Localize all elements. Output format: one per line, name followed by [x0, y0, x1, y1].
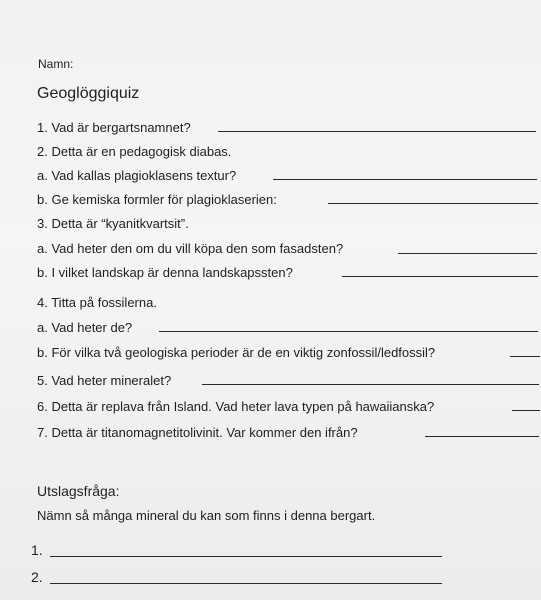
tiebreaker-item-1: 1.: [31, 542, 43, 558]
answer-line-1[interactable]: [218, 131, 536, 132]
question-5: 5. Vad heter mineralet?: [37, 373, 172, 388]
answer-line-3b[interactable]: [342, 276, 538, 277]
answer-line-5[interactable]: [202, 384, 539, 385]
tiebreaker-prompt: Nämn så många mineral du kan som finns i denna bergart.: [37, 508, 376, 523]
question-7: 7. Detta är titanomagnetitolivinit. Var kommer den ifrån?: [37, 425, 358, 440]
tiebreaker-answer-line-1[interactable]: [50, 556, 442, 557]
question-4: 4. Titta på fossilerna.: [37, 295, 157, 310]
question-4b: b. För vilka två geologiska perioder är de en viktig zonfossil/ledfossil?: [37, 345, 436, 360]
answer-line-3a[interactable]: [398, 253, 537, 254]
question-3a: a. Vad heter den om du vill köpa den som fasadsten?: [37, 241, 344, 256]
tiebreaker-heading: Utslagsfråga:: [37, 483, 120, 499]
answer-line-4a[interactable]: [159, 331, 538, 332]
quiz-title: Geoglöggiquiz: [37, 85, 140, 102]
answer-line-4b[interactable]: [510, 356, 540, 357]
name-label: Namn:: [38, 57, 74, 71]
question-3: 3. Detta är “kyanitkvartsit”.: [37, 216, 189, 231]
question-1: 1. Vad är bergartsnamnet?: [37, 120, 191, 135]
question-4a: a. Vad heter de?: [37, 320, 133, 335]
answer-line-2b[interactable]: [328, 203, 538, 204]
answer-line-6[interactable]: [512, 410, 540, 411]
question-2: 2. Detta är en pedagogisk diabas.: [37, 144, 232, 159]
question-2b: b. Ge kemiska formler för plagioklaserien:: [37, 192, 277, 207]
question-6: 6. Detta är replava från Island. Vad heter lava typen på hawaiianska?: [37, 399, 435, 414]
tiebreaker-item-2: 2.: [31, 569, 43, 585]
tiebreaker-answer-line-2[interactable]: [50, 583, 442, 584]
question-3b: b. I vilket landskap är denna landskapssten?: [37, 265, 293, 280]
question-2a: a. Vad kallas plagioklasens textur?: [37, 168, 237, 183]
answer-line-7[interactable]: [425, 436, 539, 437]
answer-line-2a[interactable]: [273, 179, 537, 180]
